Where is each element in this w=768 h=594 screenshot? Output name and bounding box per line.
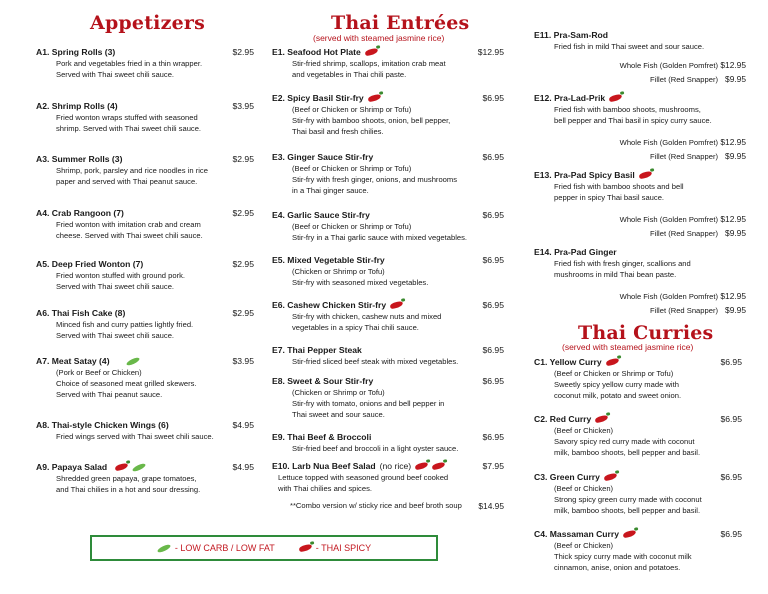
menu-item-e9	[272, 432, 504, 454]
item-name: A1. Spring Rolls (3)	[36, 47, 116, 57]
item-desc: mushrooms in mild Thai bean paste.	[554, 270, 677, 280]
item-desc: Served with Thai sweet chili sauce.	[56, 331, 175, 341]
item-desc: Stir-fried beef and broccoli in a light oyster sauce.	[292, 444, 459, 453]
chili-icon	[415, 462, 429, 471]
item-desc: and vegetables in Thai chili paste.	[292, 70, 407, 80]
curries-title: Thai Curries	[578, 322, 714, 344]
item-desc: Minced fish and curry patties lightly fried.	[56, 320, 194, 329]
legend-spicy-label: - THAI SPICY	[315, 543, 372, 553]
legend-low-carb	[157, 543, 275, 553]
option-label: Whole Fish (Golden Pomfret)	[619, 292, 718, 301]
item-desc: Fried wonton wraps stuffed with seasoned	[56, 113, 198, 122]
chili-icon	[364, 48, 378, 57]
item-name: A6. Thai Fish Cake (8)	[36, 308, 126, 318]
menu-item-a3	[36, 154, 254, 187]
item-name: A2. Shrimp Rolls (4)	[36, 101, 118, 111]
item-desc: (Pork or Beef or Chicken)	[56, 368, 142, 377]
item-price: $6.95	[482, 345, 504, 355]
item-desc: cheese. Served with Thai sweet chili sauce.	[56, 231, 203, 241]
item-name: A5. Deep Fried Wonton (7)	[36, 259, 144, 269]
item-desc: Fried fish with bamboo shoots and bell	[554, 182, 684, 191]
menu-item-e13	[534, 170, 746, 238]
chili-icon	[298, 544, 312, 553]
item-desc: paper and served with Thai peanut sauce.	[56, 177, 198, 187]
item-name: E1. Seafood Hot Plate	[272, 47, 361, 57]
item-desc: milk, bamboo shoots, bell pepper and basil.	[554, 448, 701, 458]
item-name: E3. Ginger Sauce Stir-fry	[272, 152, 374, 162]
item-desc: Served with Thai peanut sauce.	[56, 390, 163, 400]
menu-item-e2	[272, 93, 504, 138]
menu-item-e5	[272, 255, 504, 288]
item-desc: (Beef or Chicken or Shrimp or Tofu)	[292, 222, 412, 231]
item-desc: (Beef or Chicken or Shrimp or Tofu)	[292, 105, 412, 114]
item-desc: pepper in spicy Thai basil sauce.	[554, 193, 665, 203]
item-desc: Stir-fry with seasoned mixed vegetables.	[292, 278, 429, 288]
chili-icon	[603, 473, 617, 482]
menu-item-c4	[534, 529, 746, 574]
item-desc: cinnamon, anise, onion and potatoes.	[554, 563, 681, 573]
item-desc: (Beef or Chicken)	[554, 426, 614, 435]
option-price: $9.95	[725, 305, 746, 315]
menu-item-a2	[36, 101, 254, 134]
menu-item-a6	[36, 308, 254, 341]
item-desc: Shredded green papaya, grape tomatoes,	[56, 474, 197, 483]
curries-subtitle: (served with steamed jasmine rice)	[562, 342, 694, 352]
item-name: E9. Thai Beef & Broccoli	[272, 432, 372, 442]
item-price: $2.95	[232, 308, 254, 318]
item-price: $6.95	[482, 210, 504, 220]
menu-item-a8	[36, 420, 254, 442]
chili-icon	[638, 171, 652, 180]
combo-note: **Combo version w/ sticky rice and beef broth soup	[290, 501, 462, 510]
leaf-icon	[132, 462, 147, 472]
item-price: $6.95	[482, 255, 504, 265]
legend-spicy	[299, 543, 371, 553]
menu-item-e12	[534, 93, 746, 161]
item-desc: Stir-fry with fresh ginger, onions, and mushrooms	[292, 175, 458, 185]
item-name: E2. Spicy Basil Stir-fry	[272, 93, 364, 103]
item-desc: Stir-fry with bamboo shoots, onion, bell pepper,	[292, 116, 451, 126]
item-name: C3. Green Curry	[534, 472, 600, 482]
item-desc: coconut milk, potato and sweet onion.	[554, 391, 682, 401]
item-desc: Fried fish with bamboo shoots, mushrooms,	[554, 105, 701, 114]
item-desc: (Chicken or Shrimp or Tofu)	[292, 388, 385, 397]
legend-box	[90, 535, 438, 561]
menu-item-e6	[272, 300, 504, 333]
item-price: $6.95	[482, 152, 504, 162]
option-label: Fillet (Red Snapper)	[650, 229, 718, 238]
item-name: A8. Thai-style Chicken Wings (6)	[36, 420, 169, 430]
item-desc: Shrimp, pork, parsley and rice noodles in rice	[56, 166, 208, 175]
item-desc: and Thai chilies in a hot and sour dressing.	[56, 485, 201, 495]
item-desc: Served with Thai sweet chili sauce.	[56, 70, 175, 80]
chili-icon	[115, 463, 129, 472]
item-desc: Stir-fried shrimp, scallops, imitation crab meat	[292, 59, 446, 68]
option-price: $9.95	[725, 151, 746, 161]
item-name: E14. Pra-Pad Ginger	[534, 247, 617, 257]
menu-item-e4	[272, 210, 504, 243]
item-name: E8. Sweet & Sour Stir-fry	[272, 376, 374, 386]
item-desc: Fried wings served with Thai sweet chili sauce.	[56, 432, 214, 441]
menu-item-a1	[36, 47, 254, 80]
chili-icon	[595, 415, 609, 424]
item-price: $6.95	[482, 376, 504, 386]
item-desc: Fried wonton stuffed with ground pork.	[56, 271, 186, 280]
item-name: A7. Meat Satay (4)	[36, 356, 110, 366]
item-desc: (Beef or Chicken or Shrimp or Tofu)	[292, 164, 412, 173]
item-price: $2.95	[232, 47, 254, 57]
menu-item-c3	[534, 472, 746, 517]
option-price: $9.95	[725, 228, 746, 238]
option-label: Fillet (Red Snapper)	[650, 152, 718, 161]
item-desc: Stir-fry in a Thai garlic sauce with mixed vegetables.	[292, 233, 468, 243]
menu-item-a4	[36, 208, 254, 241]
item-desc: (Beef or Chicken)	[554, 484, 614, 493]
item-price: $3.95	[232, 101, 254, 111]
menu-item-a9	[36, 462, 254, 495]
item-price: $2.95	[232, 208, 254, 218]
option-label: Whole Fish (Golden Pomfret)	[619, 215, 718, 224]
item-desc: shrimp. Served with Thai sweet chili sauce.	[56, 124, 202, 134]
menu-item-c1	[534, 357, 746, 402]
item-desc: Thick spicy curry made with coconut milk	[554, 552, 692, 562]
item-name: E12. Pra-Lad-Prik	[534, 93, 606, 103]
menu-item-e10	[272, 461, 504, 494]
item-price: $2.95	[232, 154, 254, 164]
option-price: $9.95	[725, 74, 746, 84]
item-name: A4. Crab Rangoon (7)	[36, 208, 124, 218]
item-desc: Served with Thai sweet chili sauce.	[56, 282, 175, 292]
item-desc: Lettuce topped with seasoned ground beef cooked	[278, 473, 449, 482]
item-desc: Choice of seasoned meat grilled skewers.	[56, 379, 197, 389]
appetizers-title: Appetizers	[90, 12, 205, 34]
item-name: C4. Massaman Curry	[534, 529, 620, 539]
item-desc: with Thai chilies and spices.	[278, 484, 372, 494]
item-desc: Thai sweet and sour sauce.	[292, 410, 385, 420]
item-desc: (Beef or Chicken)	[554, 541, 614, 550]
item-price: $12.95	[477, 47, 504, 57]
item-desc: Pork and vegetables fried in a thin wrapper.	[56, 59, 203, 68]
menu-item-c2	[534, 414, 746, 459]
item-desc: Fried wonton with imitation crab and cream	[56, 220, 201, 229]
option-price: $12.95	[720, 60, 746, 70]
item-desc: Strong spicy green curry made with coconut	[554, 495, 702, 505]
option-price: $12.95	[720, 291, 746, 301]
option-label: Fillet (Red Snapper)	[650, 75, 718, 84]
item-name: E5. Mixed Vegetable Stir-fry	[272, 255, 385, 265]
item-price: $4.95	[232, 420, 254, 430]
item-desc: Sweetly spicy yellow curry made with	[554, 380, 679, 390]
option-price: $12.95	[720, 137, 746, 147]
menu-item-e3	[272, 152, 504, 197]
item-desc: Thai basil and fresh chilies.	[292, 127, 384, 137]
menu-item-e1	[272, 47, 504, 80]
menu-item-e14	[534, 247, 746, 315]
menu-item-e11	[534, 30, 746, 84]
item-desc: Stir-fry with tomato, onions and bell pepper in	[292, 399, 445, 409]
item-desc: milk, bamboo shoots, bell pepper and basil.	[554, 506, 701, 516]
chili-icon	[367, 94, 381, 103]
item-price: $6.95	[482, 300, 504, 310]
entrees-title: Thai Entrées	[331, 12, 470, 34]
chili-icon	[432, 462, 446, 471]
item-name: E11. Pra-Sam-Rod	[534, 30, 609, 40]
item-name: E13. Pra-Pad Spicy Basil	[534, 170, 635, 180]
item-price: $6.95	[720, 414, 742, 424]
entrees-subtitle: (served with steamed jasmine rice)	[313, 33, 445, 43]
item-desc: Stir-fry with chicken, cashew nuts and mixed	[292, 312, 442, 321]
item-desc: vegetables in a spicy Thai chili sauce.	[292, 323, 419, 333]
item-price: $6.95	[720, 357, 742, 367]
item-price: $6.95	[482, 93, 504, 103]
option-label: Fillet (Red Snapper)	[650, 306, 718, 315]
item-price: $3.95	[232, 356, 254, 366]
item-name: C2. Red Curry	[534, 414, 592, 424]
leaf-icon	[125, 356, 140, 366]
option-label: Whole Fish (Golden Pomfret)	[619, 138, 718, 147]
chili-icon	[623, 530, 637, 539]
option-price: $12.95	[720, 214, 746, 224]
menu-item-e7	[272, 345, 504, 367]
chili-icon	[609, 94, 623, 103]
chili-icon	[390, 301, 404, 310]
item-desc: (Beef or Chicken or Shrimp or Tofu)	[554, 369, 674, 378]
item-price: $4.95	[232, 462, 254, 472]
item-desc: bell pepper and Thai basil in spicy curry sauce.	[554, 116, 712, 126]
item-name: A9. Papaya Salad	[36, 462, 108, 472]
item-desc: in a Thai ginger sauce.	[292, 186, 369, 196]
legend-low-carb-label: - LOW CARB / LOW FAT	[174, 543, 275, 553]
chili-icon	[605, 358, 619, 367]
combo-price: $14.95	[478, 501, 504, 511]
item-desc: Fried fish in mild Thai sweet and sour sauce.	[554, 42, 705, 51]
item-name: A3. Summer Rolls (3)	[36, 154, 123, 164]
item-desc: Stir-fried sliced beef steak with mixed vegetables.	[292, 357, 459, 366]
item-note: (no rice)	[379, 461, 412, 471]
item-price: $6.95	[720, 472, 742, 482]
item-price: $2.95	[232, 259, 254, 269]
item-desc: Savory spicy red curry made with coconut	[554, 437, 695, 447]
leaf-icon	[156, 543, 171, 553]
item-name: E7. Thai Pepper Steak	[272, 345, 362, 355]
menu-item-e8	[272, 376, 504, 421]
option-label: Whole Fish (Golden Pomfret)	[619, 61, 718, 70]
item-price: $6.95	[720, 529, 742, 539]
item-name: E6. Cashew Chicken Stir-fry	[272, 300, 387, 310]
item-name: E4. Garlic Sauce Stir-fry	[272, 210, 370, 220]
menu-item-a5	[36, 259, 254, 292]
item-price: $6.95	[482, 432, 504, 442]
menu-item-a7	[36, 356, 254, 401]
item-desc: (Chicken or Shrimp or Tofu)	[292, 267, 385, 276]
item-name: E10. Larb Nua Beef Salad	[272, 461, 376, 471]
item-price: $7.95	[482, 461, 504, 471]
item-name: C1. Yellow Curry	[534, 357, 602, 367]
item-desc: Fried fish with fresh ginger, scallions and	[554, 259, 691, 268]
